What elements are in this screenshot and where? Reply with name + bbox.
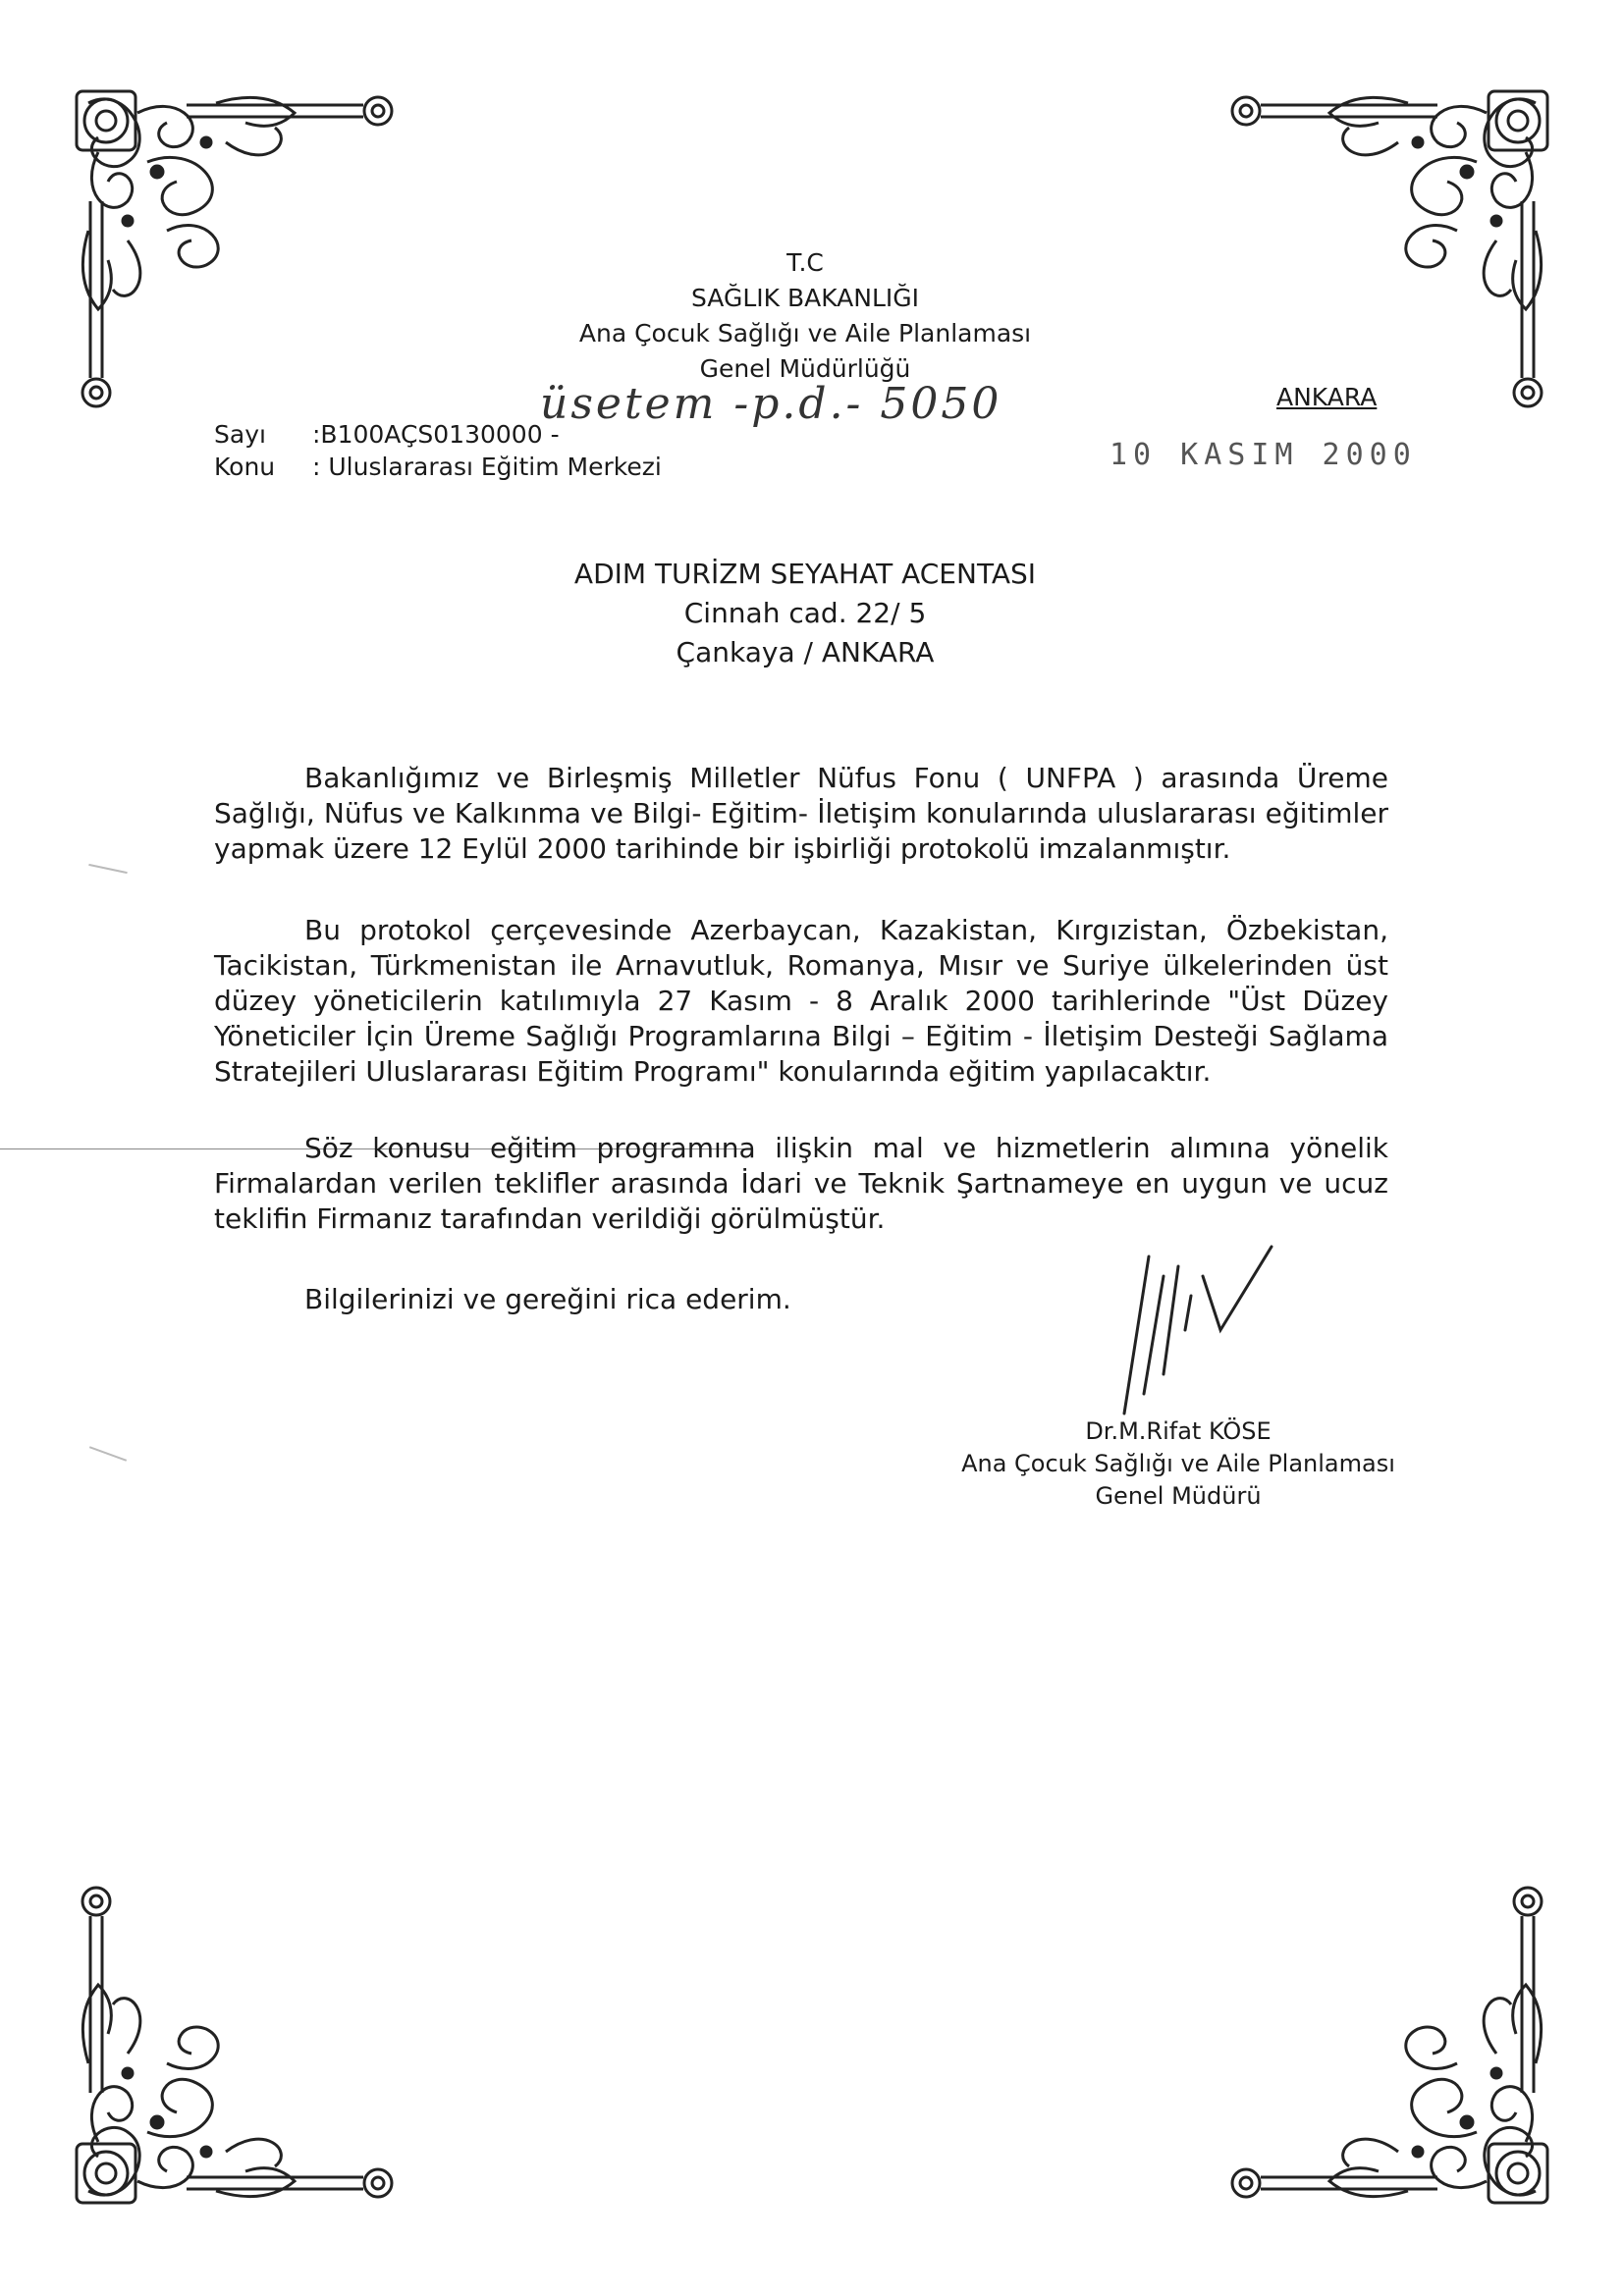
body-paragraph-2: Bu protokol çerçevesinde Azerbaycan, Kazakistan, Kırgızistan, Özbekistan, Tacikistan, Türkmenistan ile Arnavutluk, Romanya, Mısır ve Suriye ülkelerinden üst düzey yöneticilerin katılımıyla 27 Kasım - 8 Aralık 2000 tarihlerinde "Üst Düzey Yöneticiler İçin Üreme Sağlığı Programlarına Bilgi – Eğitim - İletişim Desteği Sağlama Stratejileri Uluslararası Eğitim Programı" konularında eğitim yapılacaktır. — [214, 914, 1388, 1088]
letterhead-line-1: T.C — [786, 248, 824, 277]
closing-line: Bilgilerinizi ve gereğini rica ederim. — [304, 1283, 791, 1315]
handwritten-signature-icon — [1105, 1237, 1281, 1418]
letterhead-ministry: SAĞLIK BAKANLIĞI — [690, 284, 920, 312]
reference-number-value: :B100AÇS0130000 - — [312, 420, 560, 449]
addressee-block — [491, 555, 1119, 672]
subject-value: : Uluslararası Eğitim Merkezi — [312, 453, 662, 481]
body-paragraph-1: Bakanlığımız ve Birleşmiş Milletler Nüfus Fonu ( UNFPA ) arasında Üreme Sağlığı, Nüfus ve Kalkınma ve Bilgi- Eğitim- İletişim konularında uluslararası eğitimler yapmak üzere 12 Eylül 2000 tarihinde bir işbirliği protokolü imzalanmıştır. — [214, 762, 1388, 865]
letterhead-directorate: Genel Müdürlüğü — [699, 354, 911, 383]
addressee-name: ADIM TURİZM SEYAHAT ACENTASI — [573, 558, 1037, 590]
scan-mark — [89, 1446, 127, 1462]
signer-title: Ana Çocuk Sağlığı ve Aile Planlaması — [961, 1450, 1395, 1477]
signer-block — [884, 1415, 1473, 1513]
reference-number-label: Sayı — [214, 420, 266, 449]
signer-position: Genel Müdürü — [1095, 1482, 1262, 1510]
city: ANKARA — [1276, 383, 1378, 411]
subject-row — [214, 453, 662, 481]
scan-mark — [88, 864, 128, 874]
letterhead-department: Ana Çocuk Sağlığı ve Aile Planlaması — [578, 319, 1032, 347]
addressee-city: Çankaya / ANKARA — [676, 636, 935, 668]
handwritten-reference-text: üsetem -p.d.- 5050 — [540, 379, 1002, 429]
signer-name: Dr.M.Rifat KÖSE — [1085, 1417, 1272, 1445]
handwritten-reference — [540, 379, 1060, 448]
addressee-street: Cinnah cad. 22/ 5 — [683, 597, 927, 629]
date-stamp: 10 KASIM 2000 — [1110, 438, 1417, 472]
ornamental-corner-top-left-icon — [69, 83, 432, 447]
body-paragraph-3: Söz konusu eğitim programına ilişkin mal ve hizmetlerin alımına yönelik Firmalardan verilen teklifler arasında İdari ve Teknik Şartnameye en uygun ve ucuz teklifin Firmanız tarafından verildiği görülmüştür. — [214, 1132, 1388, 1235]
ornamental-corner-bottom-left-icon — [69, 1847, 432, 2211]
letterhead — [491, 245, 1119, 387]
reference-number-row — [214, 420, 560, 449]
subject-label: Konu — [214, 453, 276, 481]
ornamental-corner-bottom-right-icon — [1192, 1847, 1555, 2211]
